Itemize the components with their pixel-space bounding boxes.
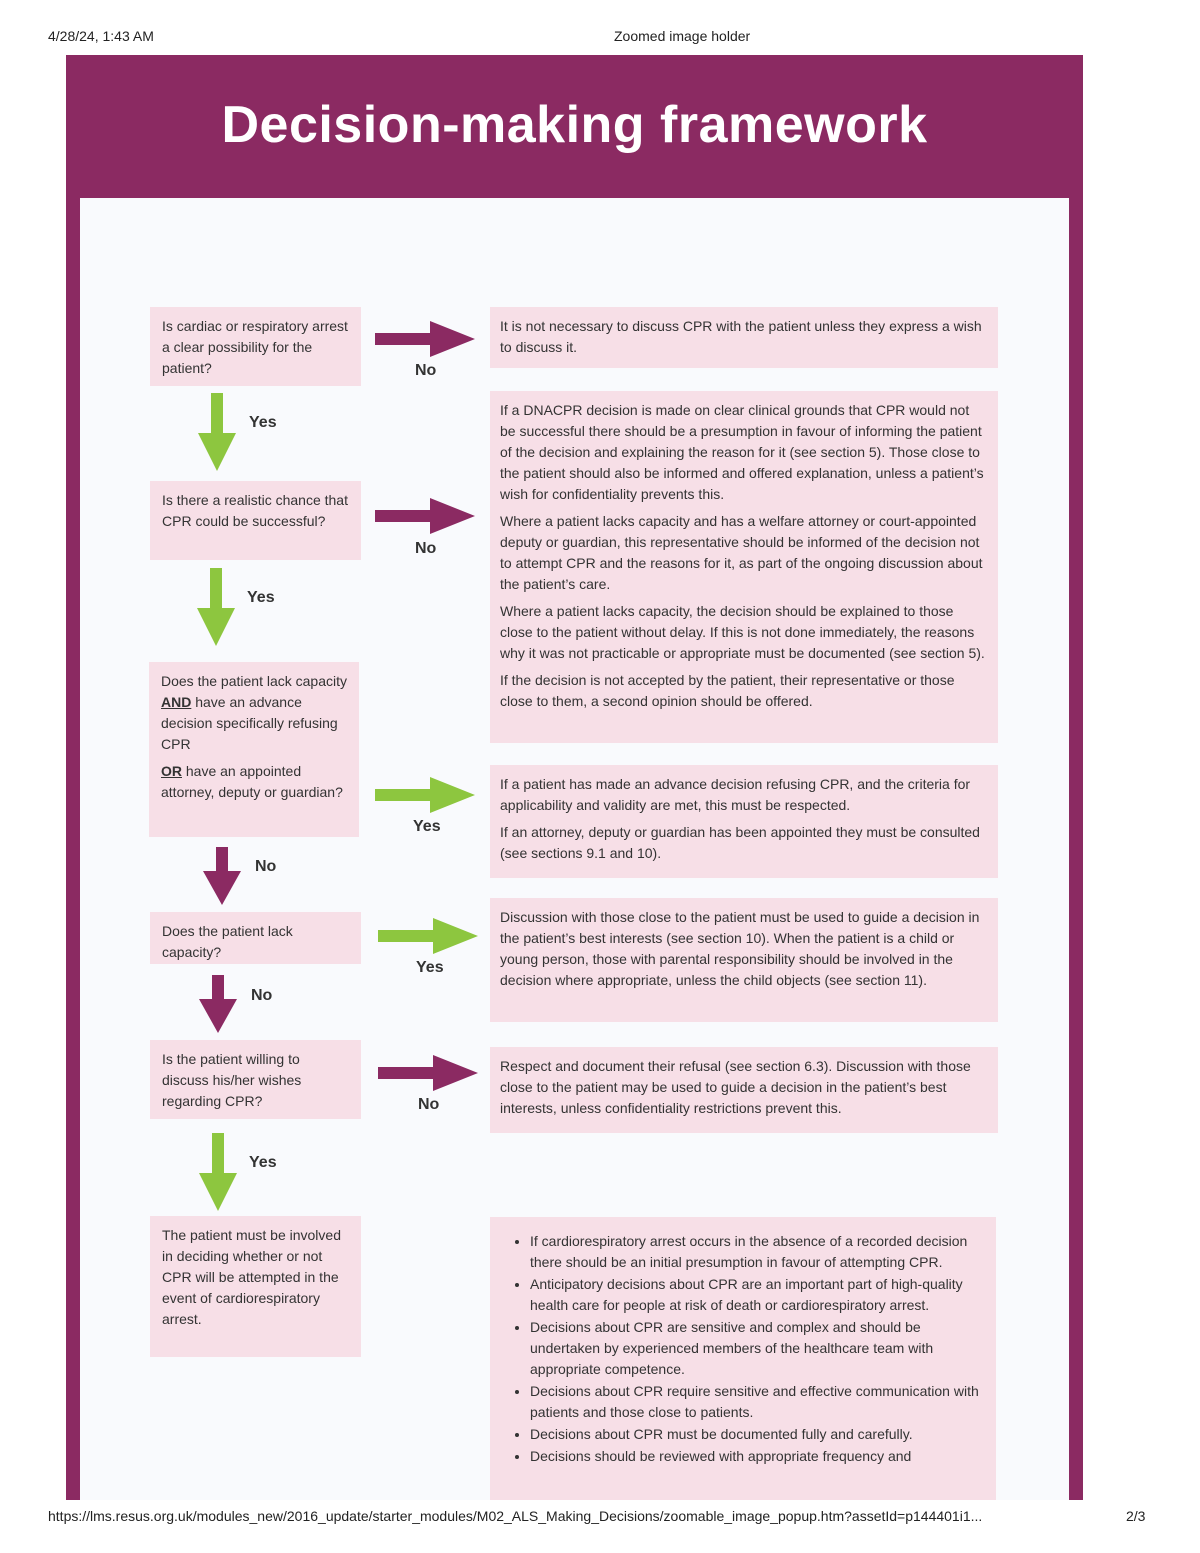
right-label-2: No (415, 540, 437, 557)
right-arrow-2 (375, 497, 475, 535)
page-number: 2/3 (1126, 1508, 1146, 1524)
response-2-para-3: Where a patient lacks capacity, the decision should be explained to those close to the patient without delay. If this is not done immediately, the reasons why it was not practicable or appropriate must be documented (see section 5). (500, 603, 985, 661)
key-points-box (490, 1217, 996, 1500)
question-text-2: Is there a realistic chance that CPR could be successful? (162, 492, 348, 529)
down-label-2: Yes (247, 589, 275, 606)
response-2-para-4: If the decision is not accepted by the patient, their representative or those close to them, a second opinion should be offered. (500, 672, 955, 709)
response-box-1 (490, 307, 998, 368)
key-point-item: • Decisions should be reviewed with appropriate frequency and (530, 1446, 986, 1467)
response-text-4: Discussion with those close to the patient must be used to guide a decision in the patient’s best interests (see section 10). When the patient is a child or young person, those with parental responsibility should be involved in the decision where appropriate, unless the child objects (see section 11). (500, 909, 980, 988)
response-3-para-1: If a patient has made an advance decision refusing CPR, and the criteria for applicability and validity are met, this must be respected. (500, 776, 971, 813)
response-3-para-2: If an attorney, deputy or guardian has been appointed they must be consulted (see sections 9.1 and 10). (500, 824, 980, 861)
right-label-4: Yes (416, 959, 444, 976)
key-point-item: • Decisions about CPR must be documented fully and carefully. (530, 1424, 986, 1445)
down-label-4: No (251, 987, 273, 1004)
down-label-5: Yes (249, 1154, 277, 1171)
right-label-5: No (418, 1096, 440, 1113)
question-and-emphasis: AND (161, 694, 192, 710)
key-point-item: • Anticipatory decisions about CPR are an important part of high-quality health care for people at risk of death or cardiorespiratory arrest. (530, 1274, 986, 1316)
down-arrow-1 (198, 393, 236, 471)
key-point-item: • Decisions about CPR are sensitive and complex and should be undertaken by experienced members of the healthcare team with appropriate competence. (530, 1317, 986, 1380)
response-box-5 (490, 1047, 998, 1133)
page-url: https://lms.resus.org.uk/modules_new/2016_update/starter_modules/M02_ALS_Making_Decisions/zoomable_image_popup.htm?assetId=p144401i1... (48, 1508, 983, 1524)
question-box-3 (149, 662, 359, 837)
question-box-2 (150, 481, 361, 560)
response-2-para-2: Where a patient lacks capacity and has a welfare attorney or court-appointed deputy or guardian, this representative should be informed of the decision not to attempt CPR and the reasons for it, as part of the ongoing discussion about the patient’s care. (500, 513, 983, 592)
question-box-1 (150, 307, 361, 386)
question-text-3a: Does the patient lack capacity (161, 673, 347, 689)
question-text-5: Is the patient willing to discuss his/her wishes regarding CPR? (162, 1051, 302, 1109)
right-label-3: Yes (413, 818, 441, 835)
down-arrow-2 (197, 568, 235, 646)
right-arrow-3 (375, 776, 475, 814)
print-datetime: 4/28/24, 1:43 AM (48, 28, 154, 44)
down-arrow-3 (203, 847, 241, 905)
down-label-3: No (255, 858, 277, 875)
question-or-emphasis: OR (161, 763, 182, 779)
question-text-4: Does the patient lack capacity? (162, 923, 293, 960)
response-text-5: Respect and document their refusal (see section 6.3). Discussion with those close to the patient may be used to guide a decision in the patient’s best interests, unless confidentiality restrictions prevent this. (500, 1058, 971, 1116)
right-arrow-5 (378, 1054, 478, 1092)
right-arrow-4 (378, 917, 478, 955)
question-text-1: Is cardiac or respiratory arrest a clear possibility for the patient? (162, 318, 348, 376)
down-arrow-5 (199, 1133, 237, 1211)
down-label-1: Yes (249, 414, 277, 431)
question-box-4 (150, 912, 361, 964)
question-box-5 (150, 1040, 361, 1119)
key-points-list (512, 1231, 986, 1467)
window-title: Zoomed image holder (614, 28, 751, 44)
outcome-box (150, 1216, 361, 1357)
question-text-3b: have an advance decision specifically refusing CPR (161, 694, 338, 752)
response-text-1: It is not necessary to discuss CPR with the patient unless they express a wish to discuss it. (500, 318, 982, 355)
right-arrow-1 (375, 320, 475, 358)
question-text-3c: have an appointed attorney, deputy or guardian? (161, 763, 343, 800)
response-box-4 (490, 898, 998, 1022)
response-box-3 (490, 765, 998, 878)
key-point-item: • If cardiorespiratory arrest occurs in the absence of a recorded decision there should be an initial presumption in favour of attempting CPR. (530, 1231, 986, 1273)
diagram-title: Decision-making framework (221, 96, 928, 154)
right-label-1: No (415, 362, 437, 379)
down-arrow-4 (199, 975, 237, 1033)
response-2-para-1: If a DNACPR decision is made on clear clinical grounds that CPR would not be successful there should be a presumption in favour of informing the patient of the decision and explaining the reason for it (see section 5). Those close to the patient should also be informed and offered explanation, unless a patient’s wish for confidentiality prevents this. (500, 402, 984, 502)
response-box-2 (490, 391, 998, 743)
outcome-text: The patient must be involved in deciding whether or not CPR will be attempted in the event of cardiorespiratory arrest. (162, 1227, 341, 1327)
key-point-item: • Decisions about CPR require sensitive and effective communication with patients and those close to patients. (530, 1381, 986, 1423)
